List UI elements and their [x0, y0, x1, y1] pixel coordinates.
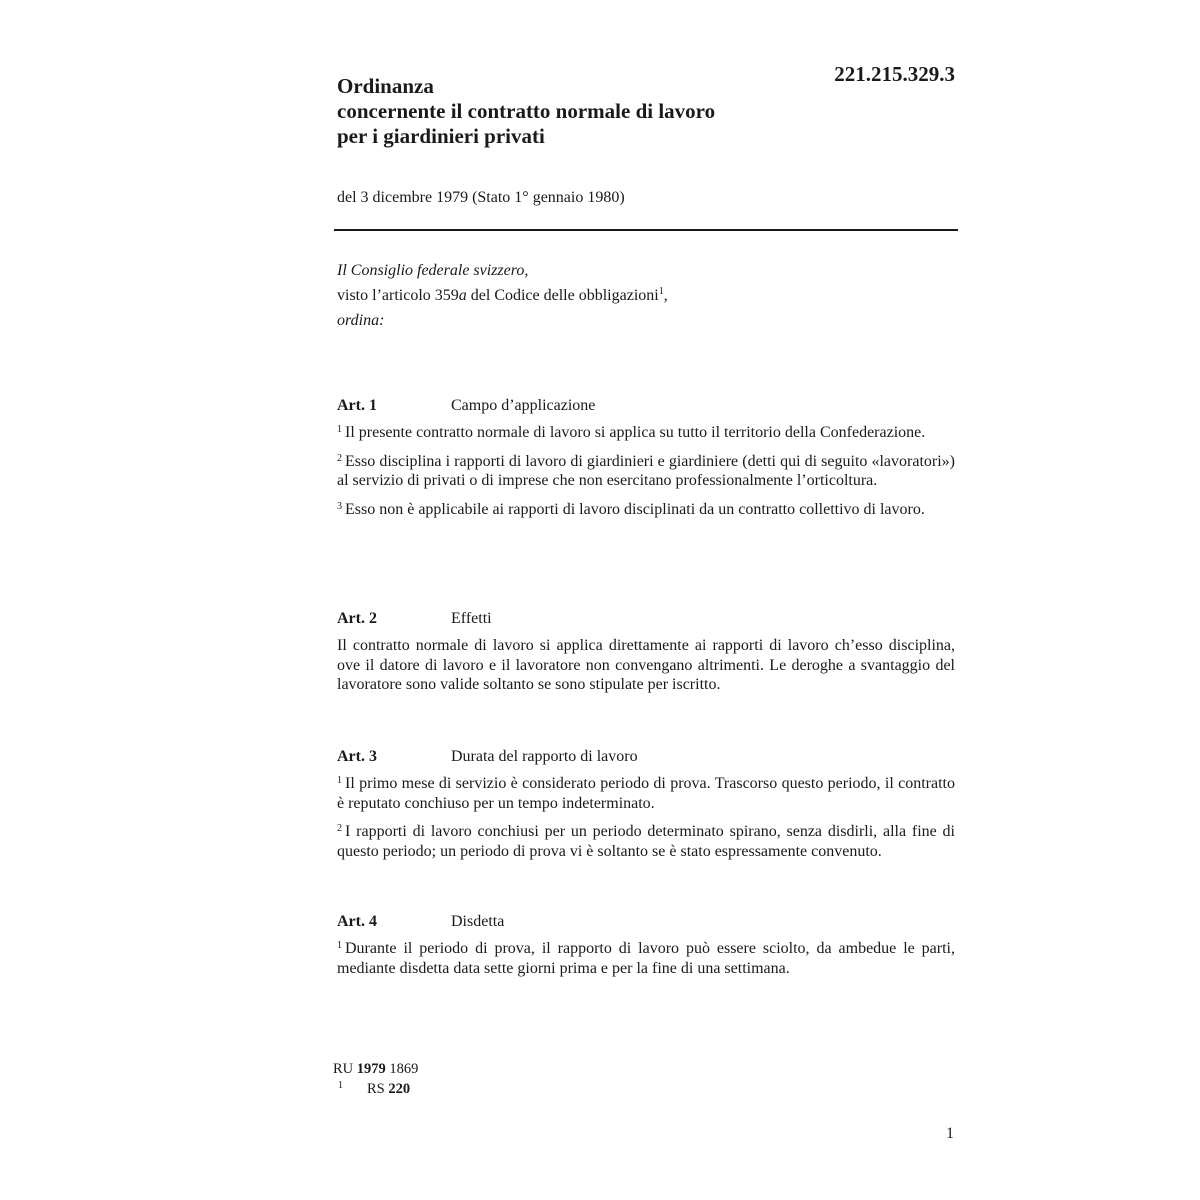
paragraph-text: Il primo mese di servizio è considerato periodo di prova. Trascorso questo periodo, il contratto è reputato conchiuso per un tempo indeterminato.: [337, 775, 955, 812]
paragraph-number: 1: [337, 424, 342, 435]
paragraph-text: Il contratto normale di lavoro si applica direttamente ai rapporti di lavoro ch’esso disciplina, ove il datore di lavoro e il lavoratore non convengano altrimenti. Le deroghe a svantaggio del lavoratore sono valide soltanto se sono stipulate per iscritto.: [337, 637, 955, 693]
paragraph: [337, 774, 955, 813]
paragraph: [337, 452, 955, 491]
paragraph: [337, 500, 955, 520]
paragraph: [337, 636, 955, 695]
article-title: Durata del rapporto di lavoro: [451, 748, 638, 765]
paragraph-text: Durante il periodo di prova, il rapporto di lavoro può essere sciolto, da ambedue le parti, mediante disdetta data sette giorni prima e per la fine di una settimana.: [337, 940, 955, 977]
paragraph: [337, 939, 955, 978]
article-heading: [337, 607, 955, 631]
document-title: [337, 74, 817, 149]
article-title: Campo d’applicazione: [451, 397, 596, 414]
article-1: [337, 394, 955, 519]
paragraph-text: Esso disciplina i rapporti di lavoro di giardinieri e giardiniere (detti qui di seguito «lavoratori») al servizio di privati o di imprese che non esercitano professionalmente l’orticoltura.: [337, 452, 955, 489]
article-number: Art. 4: [337, 913, 377, 930]
paragraph-number: 2: [337, 452, 342, 464]
article-number: Art. 1: [337, 397, 377, 414]
article-title: Effetti: [451, 610, 492, 627]
title-line: per i giardinieri privati: [337, 124, 545, 148]
official-compilation-ref: [333, 1059, 633, 1079]
visto-text: visto l’articolo 359: [337, 287, 459, 304]
preamble: [337, 258, 957, 333]
visto-letter: a: [458, 287, 467, 304]
paragraph-text: Il presente contratto normale di lavoro si applica su tutto il territorio della Confederazione.: [345, 424, 926, 441]
sr-number: 221.215.329.3: [834, 62, 955, 86]
footnote-prefix: RS: [367, 1081, 389, 1097]
header-divider: [334, 229, 958, 231]
article-number: Art. 2: [337, 610, 377, 627]
article-2: [337, 607, 955, 695]
paragraph-number: 1: [337, 940, 342, 951]
article-3: [337, 745, 955, 861]
paragraph-number: 2: [337, 823, 342, 834]
article-heading: [337, 745, 955, 769]
visto-text-end: del Codice delle obbligazioni: [466, 287, 659, 304]
paragraph-text: I rapporti di lavoro conchiusi per un periodo determinato spirano, senza disdirli, alla fine di questo periodo; un periodo di prova vi è soltanto se è stato espressamente convenuto.: [337, 823, 955, 860]
title-line: Ordinanza: [337, 74, 434, 98]
paragraph-number: 1: [337, 775, 342, 786]
date-status-line: del 3 dicembre 1979 (Stato 1° gennaio 1980): [337, 189, 625, 206]
ru-year: 1979: [356, 1061, 386, 1077]
page-number: 1: [946, 1125, 954, 1142]
paragraph-number: 3: [337, 500, 342, 512]
preamble-ordina: ordina:: [337, 312, 385, 329]
ru-prefix: RU: [333, 1061, 357, 1077]
article-number: Art. 3: [337, 748, 377, 765]
title-line: concernente il contratto normale di lavoro: [337, 99, 716, 123]
paragraph: [337, 822, 955, 861]
footnote-item: 1 RS 220: [338, 1080, 411, 1097]
article-4: [337, 910, 955, 978]
paragraph-text: Esso non è applicabile ai rapporti di lavoro disciplinati da un contratto collettivo di lavoro.: [345, 500, 925, 518]
paragraph: [337, 423, 955, 443]
preamble-authority: Il Consiglio federale svizzero,: [337, 262, 529, 279]
article-heading: [337, 394, 955, 418]
footnote-reference[interactable]: 1: [658, 286, 664, 297]
article-title: Disdetta: [451, 913, 505, 930]
preamble-visto: [337, 283, 957, 308]
visto-punct: ,: [663, 287, 668, 304]
article-heading: [337, 910, 955, 934]
ru-page: 1869: [385, 1061, 419, 1077]
footnote-ref: 220: [388, 1081, 411, 1097]
footnotes: [333, 1059, 633, 1099]
